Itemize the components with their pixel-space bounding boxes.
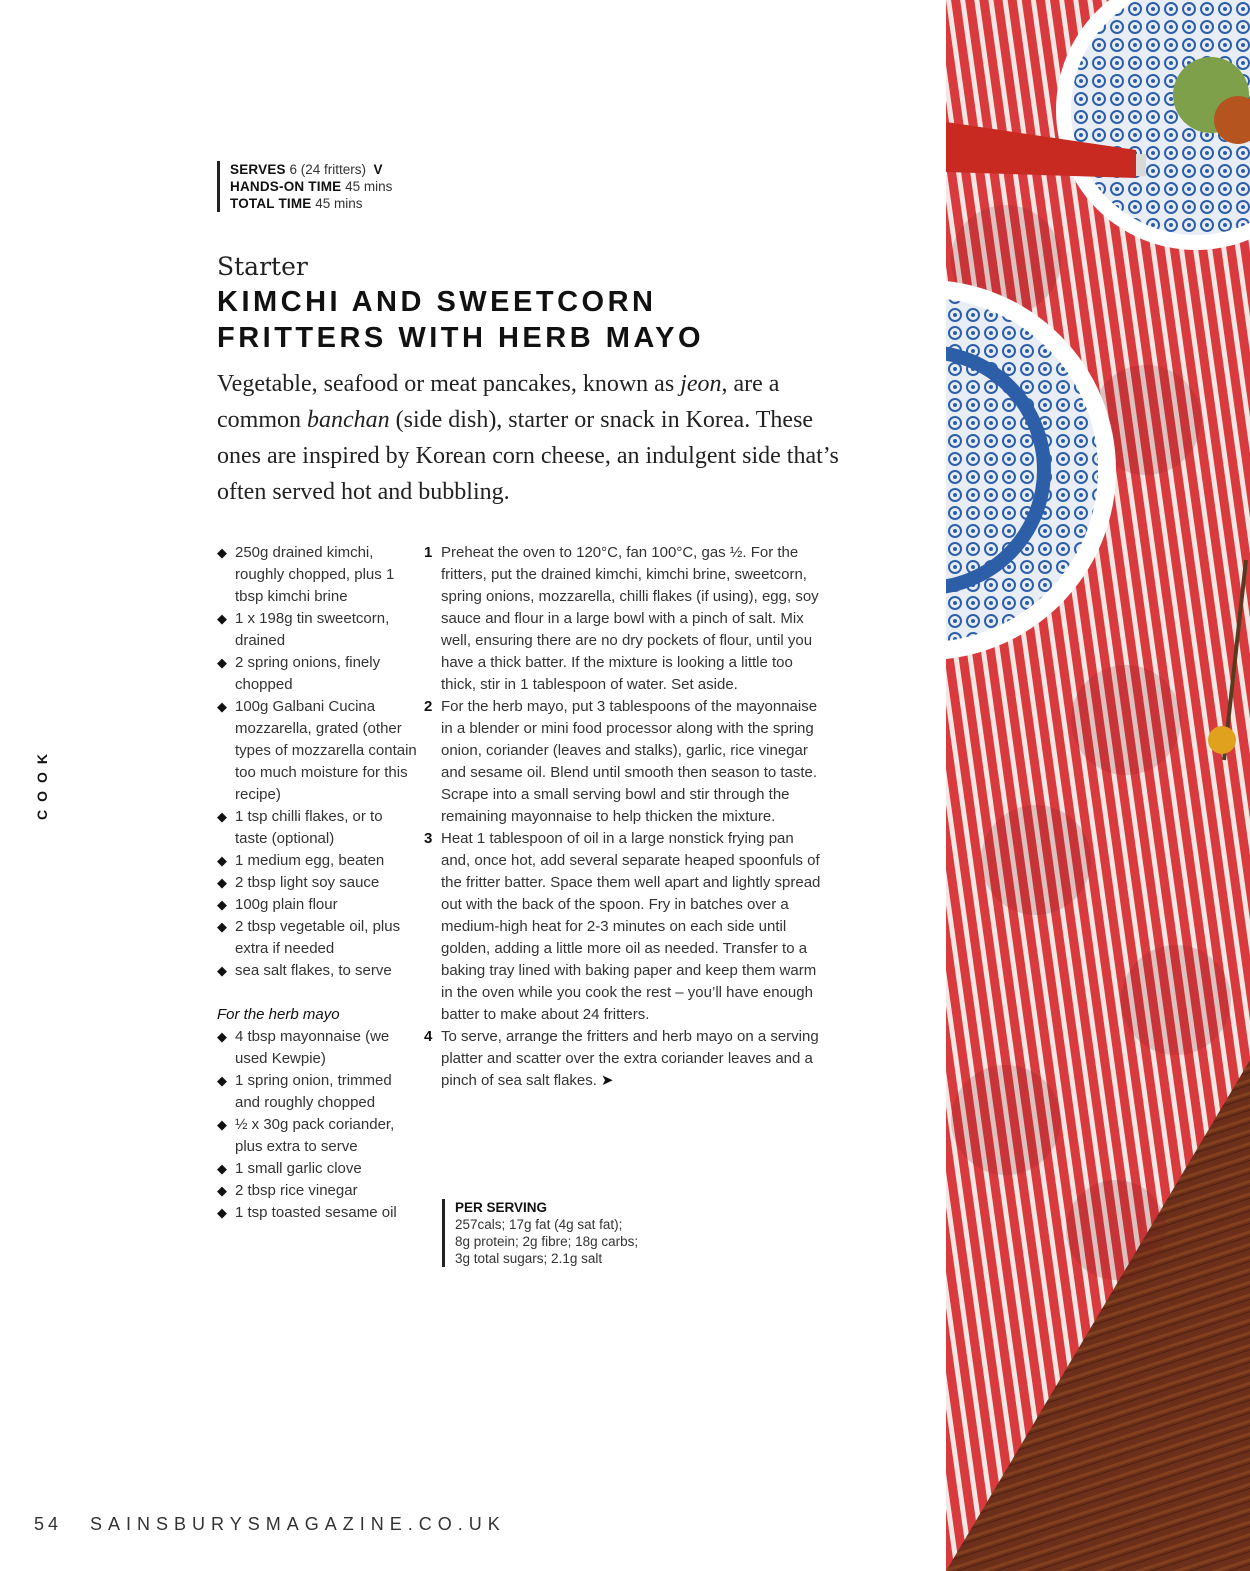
food-photo	[946, 0, 1250, 1571]
method-step: 3 Heat 1 tablespoon of oil in a large nonstick frying pan and, once hot, add several separate heaped spoonfuls of the fritter batter. Space them well apart and lightly spread out with the back of the spoon. Fry in batches over a medium-high heat for 2-3 minutes on each side until golden, adding a little more oil as needed. Transfer to a baking tray lined with baking paper and keep them warm in the oven while you cook the rest – you’ll have enough batter to make about 24 fritters.	[424, 830, 821, 1023]
nutrition-box: PER SERVING 257cals; 17g fat (4g sat fat); 8g protein; 2g fibre; 18g carbs; 3g total sugars; 2.1g salt	[442, 1199, 638, 1267]
serves-line: SERVES 6 (24 fritters) V	[230, 162, 383, 177]
vegetarian-mark: V	[373, 162, 383, 177]
photo-illustration	[946, 0, 1250, 1571]
ingredient-item: ◆ 100g plain flour	[217, 894, 417, 916]
ingredient-item: ◆ 2 tbsp light soy sauce	[217, 872, 417, 894]
bullet-diamond-icon: ◆	[217, 875, 227, 890]
ingredient-item: ◆ ½ x 30g pack coriander, plus extra to serve	[217, 1116, 395, 1155]
ingredient-item: ◆ 2 tbsp rice vinegar	[217, 1180, 417, 1202]
ingredient-item: ◆ 1 medium egg, beaten	[217, 850, 417, 872]
section-label: COOK	[34, 746, 50, 820]
course-label: Starter	[217, 252, 308, 281]
ingredient-item: ◆ 1 spring onion, trimmed and roughly chopped	[217, 1072, 392, 1111]
website: SAINSBURYSMAGAZINE.CO.UK	[90, 1514, 506, 1534]
bullet-diamond-icon: ◆	[217, 1161, 227, 1176]
recipe-intro: Vegetable, seafood or meat pancakes, known as jeon, are a common banchan (side dish), starter or snack in Korea. These ones are inspired by Korean corn cheese, an indulgent side that’s often served hot and bubbling.	[217, 371, 839, 505]
bullet-diamond-icon: ◆	[217, 545, 227, 560]
method-step: 2 For the herb mayo, put 3 tablespoons of the mayonnaise in a blender or mini food processor along with the spring onion, coriander (leaves and stalks), garlic, rice vinegar and sesame oil. Blend until smooth then season to taste. Scrape into a small serving bowl and stir through the remaining mayonnaise to help thicken the mixture.	[424, 698, 818, 825]
ingredient-item: ◆ 4 tbsp mayonnaise (we used Kewpie)	[217, 1028, 390, 1067]
method-steps	[424, 542, 824, 1092]
bullet-diamond-icon: ◆	[217, 1117, 227, 1132]
method-column	[424, 542, 824, 1092]
bullet-diamond-icon: ◆	[217, 853, 227, 868]
ingredient-item: ◆ 1 tsp toasted sesame oil	[217, 1202, 417, 1224]
herb-mayo-list	[217, 1026, 417, 1224]
ingredient-item: ◆ 250g drained kimchi, roughly chopped, plus 1 tbsp kimchi brine	[217, 544, 395, 605]
method-step: 4 To serve, arrange the fritters and herb mayo on a serving platter and scatter over the extra coriander leaves and a pinch of sea salt flakes. ➤	[424, 1028, 819, 1089]
bullet-diamond-icon: ◆	[217, 1205, 227, 1220]
ingredients-column	[217, 542, 417, 1224]
ingredient-item: ◆ 2 spring onions, finely chopped	[217, 654, 381, 693]
method-step: 1 Preheat the oven to 120°C, fan 100°C, gas ½. For the fritters, put the drained kimchi, kimchi brine, sweetcorn, spring onions, mozzarella, chilli flakes (if using), egg, soy sauce and flour in a large bowl with a pinch of salt. Mix well, ensuring there are no dry pockets of flour, until you have a thick batter. If the mixture is looking a little too thick, stir in 1 tablespoon of water. Set aside.	[424, 544, 819, 693]
herb-mayo-heading: For the herb mayo	[217, 1006, 340, 1023]
utensil-ferrule	[1136, 154, 1146, 176]
ingredient-item: ◆ 1 x 198g tin sweetcorn, drained	[217, 610, 390, 649]
page-footer	[34, 1514, 506, 1535]
bullet-diamond-icon: ◆	[217, 611, 227, 626]
ingredient-item: ◆ 1 tsp chilli flakes, or to taste (optional)	[217, 808, 383, 847]
bullet-diamond-icon: ◆	[217, 809, 227, 824]
hands-on-time-line: HANDS-ON TIME 45 mins	[230, 179, 393, 194]
bullet-diamond-icon: ◆	[217, 1073, 227, 1088]
ingredient-item: ◆ 1 small garlic clove	[217, 1158, 417, 1180]
ingredient-item: ◆ sea salt flakes, to serve	[217, 960, 417, 982]
step-number: 4	[424, 1028, 433, 1045]
recipe-title: KIMCHI AND SWEETCORN FRITTERS WITH HERB MAYO	[217, 286, 705, 354]
step-number: 3	[424, 830, 433, 847]
bullet-diamond-icon: ◆	[217, 963, 227, 978]
ingredient-item: ◆ 100g Galbani Cucina mozzarella, grated (other types of mozzarella contain too much moisture for this recipe)	[217, 698, 417, 803]
page-number: 54	[34, 1514, 63, 1534]
ingredient-item: ◆ 2 tbsp vegetable oil, plus extra if needed	[217, 918, 401, 957]
recipe-meta	[217, 161, 392, 212]
total-time-line: TOTAL TIME 45 mins	[230, 196, 363, 211]
step-number: 2	[424, 698, 433, 715]
bullet-diamond-icon: ◆	[217, 1029, 227, 1044]
bullet-diamond-icon: ◆	[217, 699, 227, 714]
corn-piece	[1208, 726, 1236, 754]
step-number: 1	[424, 544, 433, 561]
bullet-diamond-icon: ◆	[217, 1183, 227, 1198]
bullet-diamond-icon: ◆	[217, 655, 227, 670]
bullet-diamond-icon: ◆	[217, 919, 227, 934]
continue-arrow-icon: ➤	[600, 1072, 614, 1089]
bullet-diamond-icon: ◆	[217, 897, 227, 912]
ingredients-list	[217, 542, 417, 982]
